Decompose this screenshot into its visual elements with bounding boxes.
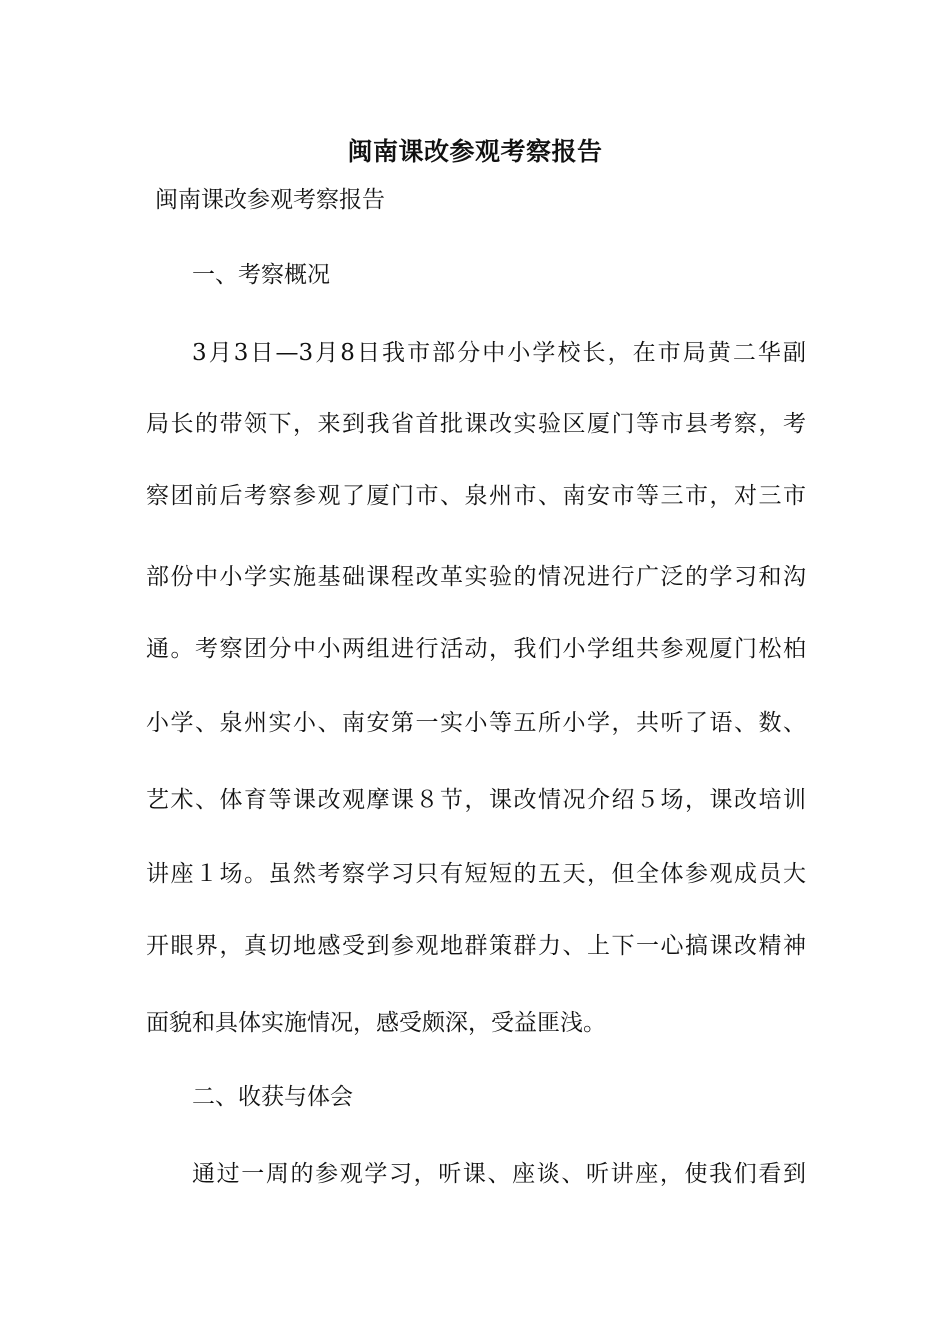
document-subtitle: 闽南课改参观考察报告: [155, 187, 385, 213]
section-heading-overview: 一、考察概况: [192, 262, 330, 288]
paragraph-line: 艺术、体育等课改观摩课８节，课改情况介绍５场，课改培训: [146, 787, 806, 813]
paragraph-line: 通过一周的参观学习，听课、座谈、听讲座，使我们看到: [192, 1161, 806, 1187]
paragraph-line: 部份中小学实施基础课程改革实验的情况进行广泛的学习和沟: [146, 564, 806, 590]
paragraph-line: 面貌和具体实施情况，感受颇深，受益匪浅。: [146, 1010, 606, 1036]
section-heading-gains: 二、收获与体会: [192, 1084, 353, 1110]
paragraph-line: 开眼界，真切地感受到参观地群策群力、上下一心搞课改精神: [146, 933, 806, 959]
paragraph-line: 察团前后考察参观了厦门市、泉州市、南安市等三市，对三市: [146, 483, 806, 509]
paragraph-line: 3月3日—3月8日我市部分中小学校长，在市局黄二华副: [192, 340, 806, 366]
paragraph-line: 通。考察团分中小两组进行活动，我们小学组共参观厦门松柏: [146, 636, 806, 662]
paragraph-line: 小学、泉州实小、南安第一实小等五所小学，共听了语、数、: [146, 710, 806, 736]
paragraph-line: 局长的带领下，来到我省首批课改实验区厦门等市县考察，考: [146, 411, 806, 437]
paragraph-line: 讲座１场。虽然考察学习只有短短的五天，但全体参观成员大: [146, 861, 806, 887]
document-title: 闽南课改参观考察报告: [347, 137, 603, 166]
